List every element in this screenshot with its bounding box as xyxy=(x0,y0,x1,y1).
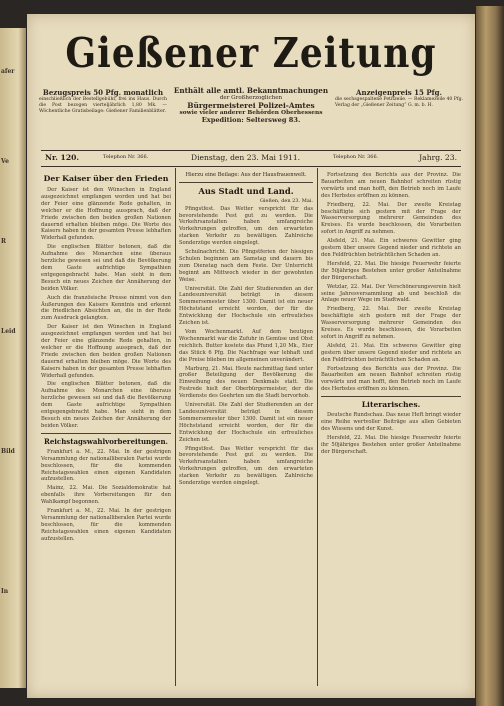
expedition-address: Expedition: Seltersweg 83. xyxy=(201,116,301,124)
official-line6: Behörden Oberhessens xyxy=(247,110,323,116)
article-paragraph: Fortsetzung des Berichts aus der Provinz. Die Bauarbeiten am neuen Bahnhof schreiten rüstig vorwärts und man hofft, den Betrieb noch im Laufe des Herbstes eröffnen zu können. xyxy=(321,365,461,393)
article-heading-literary: Literarisches. xyxy=(361,400,421,410)
article-paragraph: Hersfeld, 22. Mai. Die hiesige Feuerwehr feierte ihr 50jähriges Bestehen unter großer Anteilnahme der Bürgerschaft. xyxy=(321,434,461,455)
article-paragraph: Friedberg, 22. Mai. Der zweite Kreistag beschäftigte sich gestern mit der Frage der Wasserversorgung mehrerer Gemeinden des Kreises. Es wurde beschlossen, die Vorarbeiten sofort in Angriff zu nehmen. xyxy=(321,306,461,340)
official-line1: Enthält alle amtl. Bekanntmachungen xyxy=(173,86,329,95)
article-paragraph: Friedberg, 22. Mai. Der zweite Kreistag beschäftigte sich gestern mit der Frage der Wasserversorgung mehrerer Gemeinden des Kreises. Es wurde beschlossen, die Vorarbeiten sofort in Angriff zu nehmen. xyxy=(321,201,461,236)
article-paragraph: Marburg, 21. Mai. Heute nachmittag fand unter großer Beteiligung der Bevölkerung die Einweihung des neuen Denkmals statt. Die Festrede hielt der Oberbürgermeister, der die Verdienste des Geehrten um die Stadt hervorhob. xyxy=(179,365,313,400)
local-dateline: Gießen, den 23. Mai. xyxy=(259,197,313,204)
supplement-banner: Hierzu eine Beilage: Aus der Hausfrauenwelt. xyxy=(185,172,307,178)
subscription-text: einschließlich der Bestellgebühr, frei ins Haus. Durch die Post bezogen vierteljährlich 1,80 Mk. — Wöchentliche Gratisbeilage: Gießener Familienblätter. xyxy=(39,97,167,114)
official-line2: der Großherzoglichen xyxy=(219,95,283,101)
issue-number: Nr. 120. xyxy=(45,153,80,162)
article-paragraph: Der Kaiser ist den Wünschen in England ausgezeichnet empfangen worden und hat bei der Feier eine glänzende Rede gehalten, in welcher er die Hoffnung aussprach, daß der Friede zwischen den beiden großen Nationen dauernd erhalten bleiben möge. Die Worte des Kaisers haben in der gesamten Presse lebhaften Widerhall gefunden. xyxy=(41,324,171,379)
dateline-rule-top xyxy=(41,150,461,151)
article-paragraph: Schulnachricht. Die Pfingstferien der hiesigen Schulen beginnen am Samstag und dauern bis zum Dienstag nach dem Feste. Der Unterricht beginnt am Mittwoch wieder in der gewohnten Weise. xyxy=(179,249,313,283)
article-paragraph: Fortsetzung des Berichts aus der Provinz. Die Bauarbeiten am neuen Bahnhof schreiten rüstig vorwärts und man hofft, den Betrieb noch im Laufe des Herbstes eröffnen zu können. xyxy=(321,172,461,199)
article-paragraph: Wetzlar, 22. Mai. Der Verschönerungsverein hielt seine Jahresversammlung ab und beschloß die Anlage neuer Wege im Stadtwald. xyxy=(321,283,461,304)
advert-price-box xyxy=(335,88,463,109)
volume-year: Jahrg. 23. xyxy=(419,153,457,162)
article-paragraph: Vom Wochenmarkt. Auf dem heutigen Wochenmarkt war die Zufuhr in Gemüse und Obst reichlich. Butter kostete das Pfund 1,20 Mk., Eier das Stück 6 Pfg. Die Nachfrage war lebhaft und die Preise blieben im allgemeinen unverändert. xyxy=(179,329,313,363)
book-spine xyxy=(476,6,504,706)
section-divider xyxy=(179,182,313,183)
article-paragraph: Die englischen Blätter betonen, daß die Aufnahme des Monarchen eine überaus herzliche gewesen sei und daß die Bevölkerung dem Gaste aufrichtige Sympathien entgegengebracht habe. Man sieht in dem Besuch ein neues Zeichen der Annäherung der beiden Völker. xyxy=(41,244,171,292)
article-paragraph: Die englischen Blätter betonen, daß die Aufnahme des Monarchen eine überaus herzliche gewesen sei und daß die Bevölkerung dem Gaste aufrichtige Sympathien entgegengebracht habe. Man sieht in dem Besuch ein neues Zeichen der Annäherung der beiden Völker. xyxy=(41,381,171,429)
article-paragraph: Universität. Die Zahl der Studierenden an der Landesuniversität beträgt in diesem Sommersemester über 1300. Damit ist ein neuer Höchststand erreicht worden, der für die Entwicklung der Hochschule ein erfreuliches Zeichen ist. xyxy=(179,402,313,443)
column-1 xyxy=(41,172,171,686)
masthead-title: Gießener Zeitung xyxy=(65,28,437,78)
subscription-box xyxy=(39,88,167,114)
issue-date: Dienstag, den 23. Mai 1911. xyxy=(191,153,301,162)
article-paragraph: Frankfurt a. M., 22. Mai. In der gestrigen Versammlung der nationalliberalen Partei wurde beschlossen, für die kommenden Reichstagswahlen einen eigenen Kandidaten aufzustellen. xyxy=(41,448,171,483)
section-divider xyxy=(41,433,171,434)
column-rule-1 xyxy=(175,168,176,686)
article-paragraph: Deutsche Rundschau. Das neue Heft bringt wieder eine Reihe wertvoller Beiträge aus allen Gebieten des Wissens und der Kunst. xyxy=(321,412,461,432)
official-notice-box xyxy=(172,86,330,124)
newspaper-page xyxy=(27,14,475,698)
article-paragraph: Pfingstfest. Das Wetter verspricht für das bevorstehende Fest gut zu werden. Die Verkehrsanstalten haben umfangreiche Vorkehrungen getroffen, um den erwarteten starken Verkehr zu bewältigen. Zahlreiche Sonderzüge werden eingelegt. xyxy=(179,445,313,487)
official-line5: sowie vieler anderer xyxy=(179,110,246,116)
fragment-3: R xyxy=(1,238,6,245)
phone-left: Telephon Nr. 366. xyxy=(103,154,149,160)
column-rule-2 xyxy=(317,168,318,686)
dateline xyxy=(41,153,461,165)
article-paragraph: Der Kaiser ist den Wünschen in England ausgezeichnet empfangen worden und hat bei der Feier eine glänzende Rede gehalten, in welcher er die Hoffnung aussprach, daß der Friede zwischen den beiden großen Nationen dauernd erhalten bleiben möge. Die Worte des Kaisers haben in der gesamten Presse lebhaften Widerhall gefunden. xyxy=(41,187,171,242)
fragment-4: Leid xyxy=(1,328,16,335)
official-line4: Polizei-Amtes xyxy=(258,101,315,110)
article-paragraph: Mainz, 22. Mai. Die Sozialdemokratie hat ebenfalls ihre Vorbereitungen für den Wahlkampf begonnen. xyxy=(41,485,171,506)
article-paragraph: Hersfeld, 22. Mai. Die hiesige Feuerwehr feierte ihr 50jähriges Bestehen unter großer Anteilnahme der Bürgerschaft. xyxy=(321,260,461,281)
advert-text: die sechsgespaltene Petitzeile. — Reklamezeile 40 Pfg. Verlag der „Gießener Zeitung“ G. m. b. H. xyxy=(335,97,463,108)
article-heading-local: Aus Stadt und Land. xyxy=(198,185,294,196)
article-paragraph: Auch die französische Presse nimmt von den Äußerungen des Kaisers Kenntnis und erkennt die friedlichen Absichten an, die in der Rede zum Ausdruck gelangten. xyxy=(41,294,171,322)
fragment-2: Ve xyxy=(1,158,9,165)
dateline-rule-bottom xyxy=(41,166,461,167)
article-paragraph: Universität. Die Zahl der Studierenden an der Landesuniversität beträgt in diesem Sommersemester über 1300. Damit ist ein neuer Höchststand erreicht worden, der für die Entwicklung der Hochschule ein erfreuliches Zeichen ist. xyxy=(179,285,313,327)
phone-right: Telephon Nr. 366. xyxy=(333,154,379,160)
column-2 xyxy=(179,172,313,686)
subscription-price: Bezugspreis 50 Pfg. monatlich xyxy=(42,88,164,97)
column-3 xyxy=(321,172,461,686)
fragment-5: Bild xyxy=(1,448,15,455)
article-heading-kaiser: Der Kaiser über den Frieden xyxy=(43,174,169,183)
official-line3: Bürgermeisterei xyxy=(187,101,256,110)
article-paragraph: Alsfeld, 21. Mai. Ein schweres Gewitter ging gestern über unsere Gegend nieder und richtete an den Feldfrüchten beträchtlichen Schaden an. xyxy=(321,342,461,363)
advert-price: Anzeigenpreis 15 Pfg. xyxy=(356,88,442,97)
article-heading-wahl: Reichstagswahlvorbereitungen. xyxy=(44,436,168,446)
section-divider xyxy=(321,396,461,397)
article-paragraph: Frankfurt a. M., 22. Mai. In der gestrigen Versammlung der nationalliberalen Partei wurde beschlossen, für die kommenden Reichstagswahlen einen eigenen Kandidaten aufzustellen. xyxy=(41,508,171,542)
fragment-6: In xyxy=(1,588,9,595)
adjacent-page-edge xyxy=(0,28,26,688)
article-paragraph: Pfingstfest. Das Wetter verspricht für das bevorstehende Fest gut zu werden. Die Verkehrsanstalten haben umfangreiche Vorkehrungen getroffen, um den erwarteten starken Verkehr zu bewältigen. Zahlreiche Sonderzüge werden eingelegt. xyxy=(179,205,313,247)
article-paragraph: Alsfeld, 21. Mai. Ein schweres Gewitter ging gestern über unsere Gegend nieder und richtete an den Feldfrüchten beträchtlichen Schaden an. xyxy=(321,238,461,258)
fragment-1: afer xyxy=(1,68,15,75)
